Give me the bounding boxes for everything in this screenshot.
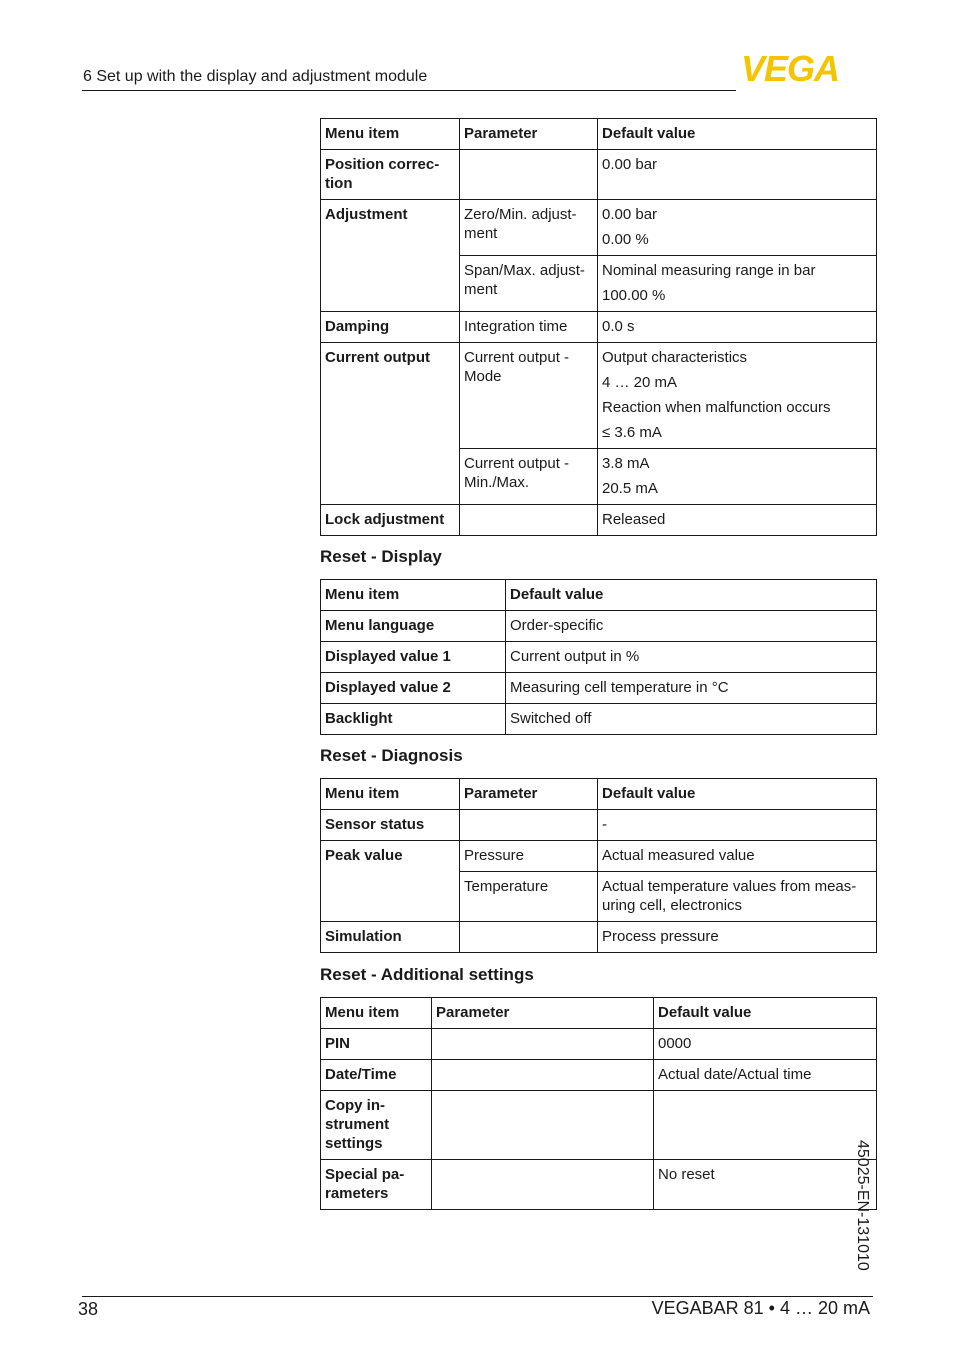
settings-table [320, 118, 877, 536]
default-value-cell: Current output in % [506, 642, 877, 673]
column-header-menu-item: Menu item [321, 998, 432, 1029]
menu-item-cell: Peak value [321, 841, 460, 922]
parameter-cell: Zero/Min. adjust- ment [460, 200, 598, 256]
section-title-reset-diagnosis: Reset - Diagnosis [320, 746, 463, 765]
menu-item-cell: Menu language [321, 611, 506, 642]
menu-item-cell: Special pa- rameters [321, 1160, 432, 1210]
menu-item-cell: PIN [321, 1029, 432, 1060]
default-value-cell: Actual temperature values from meas- uring cell, electronics [598, 872, 877, 922]
default-value-cell: Order-specific [506, 611, 877, 642]
menu-item-cell: Position correc- tion [321, 150, 460, 200]
column-header-parameter: Parameter [432, 998, 654, 1029]
reset-additional-settings-table [320, 997, 877, 1210]
column-header-menu-item: Menu item [321, 779, 460, 810]
column-header-default-value: Default value [654, 998, 877, 1029]
section-title-reset-additional-settings: Reset - Additional settings [320, 965, 534, 984]
vega-logo [741, 52, 873, 84]
menu-item-cell: Simulation [321, 922, 460, 953]
parameter-cell: Pressure [460, 841, 598, 872]
menu-item-cell: Lock adjustment [321, 505, 460, 536]
table-row [321, 704, 877, 735]
menu-item-cell: Copy in- strument settings [321, 1091, 432, 1160]
column-header-default-value: Default value [506, 580, 877, 611]
column-header-default-value: Default value [598, 119, 877, 150]
page-number: 38 [78, 1299, 99, 1319]
column-header-default-value: Default value [598, 779, 877, 810]
default-value-cell: Switched off [506, 704, 877, 735]
table-row [321, 673, 877, 704]
parameter-cell: Span/Max. adjust- ment [460, 256, 598, 312]
parameter-cell [460, 150, 598, 200]
default-value-cell: Actual date/Actual time [654, 1060, 877, 1091]
column-header-menu-item: Menu item [321, 119, 460, 150]
menu-item-cell: Displayed value 1 [321, 642, 506, 673]
table-row [321, 1160, 877, 1210]
default-value-cell: 0.0 s [598, 312, 877, 343]
default-value-cell: Released [598, 505, 877, 536]
table-row [321, 1060, 877, 1091]
document-code: 45025-EN-131010 [854, 1140, 871, 1271]
parameter-cell: Current output - Min./Max. [460, 449, 598, 505]
table-row [321, 343, 877, 449]
footer-divider [82, 1296, 873, 1297]
default-value-cell: 0.00 bar 0.00 % [598, 200, 877, 256]
default-value-cell [654, 1091, 877, 1160]
default-value-cell: Nominal measuring range in bar 100.00 % [598, 256, 877, 312]
table-row [321, 312, 877, 343]
column-header-menu-item: Menu item [321, 580, 506, 611]
menu-item-cell: Damping [321, 312, 460, 343]
table-row [321, 1029, 877, 1060]
default-value-cell: - [598, 810, 877, 841]
menu-item-cell: Backlight [321, 704, 506, 735]
section-title-reset-display: Reset - Display [320, 547, 442, 566]
parameter-cell [432, 1160, 654, 1210]
default-value-cell: Process pressure [598, 922, 877, 953]
menu-item-cell: Displayed value 2 [321, 673, 506, 704]
default-value-cell: Output characteristics 4 … 20 mA Reaction when malfunction occurs ≤ 3.6 mA [598, 343, 877, 449]
default-value-cell: No reset [654, 1160, 877, 1210]
table-row [321, 505, 877, 536]
parameter-cell [460, 922, 598, 953]
parameter-cell: Temperature [460, 872, 598, 922]
table-row [321, 642, 877, 673]
parameter-cell [432, 1091, 654, 1160]
default-value-cell: 3.8 mA 20.5 mA [598, 449, 877, 505]
header-title: 6 Set up with the display and adjustment module [83, 68, 428, 85]
logo-text: VEGA [741, 52, 840, 84]
reset-diagnosis-table [320, 778, 877, 953]
parameter-cell [460, 810, 598, 841]
parameter-cell: Current output - Mode [460, 343, 598, 449]
table-row [321, 150, 877, 200]
parameter-cell [432, 1060, 654, 1091]
table-row [321, 200, 877, 256]
header-divider [82, 90, 736, 91]
menu-item-cell: Current output [321, 343, 460, 505]
default-value-cell: Measuring cell temperature in °C [506, 673, 877, 704]
menu-item-cell: Sensor status [321, 810, 460, 841]
reset-display-table [320, 579, 877, 735]
table-row [321, 611, 877, 642]
menu-item-cell: Date/Time [321, 1060, 432, 1091]
table-row [321, 810, 877, 841]
product-name: VEGABAR 81 • 4 … 20 mA [651, 1298, 870, 1318]
default-value-cell: Actual measured value [598, 841, 877, 872]
table-row [321, 922, 877, 953]
menu-item-cell: Adjustment [321, 200, 460, 312]
parameter-cell: Integration time [460, 312, 598, 343]
column-header-parameter: Parameter [460, 119, 598, 150]
column-header-parameter: Parameter [460, 779, 598, 810]
table-row [321, 1091, 877, 1160]
parameter-cell [432, 1029, 654, 1060]
default-value-cell: 0.00 bar [598, 150, 877, 200]
default-value-cell: 0000 [654, 1029, 877, 1060]
table-row [321, 841, 877, 872]
parameter-cell [460, 505, 598, 536]
